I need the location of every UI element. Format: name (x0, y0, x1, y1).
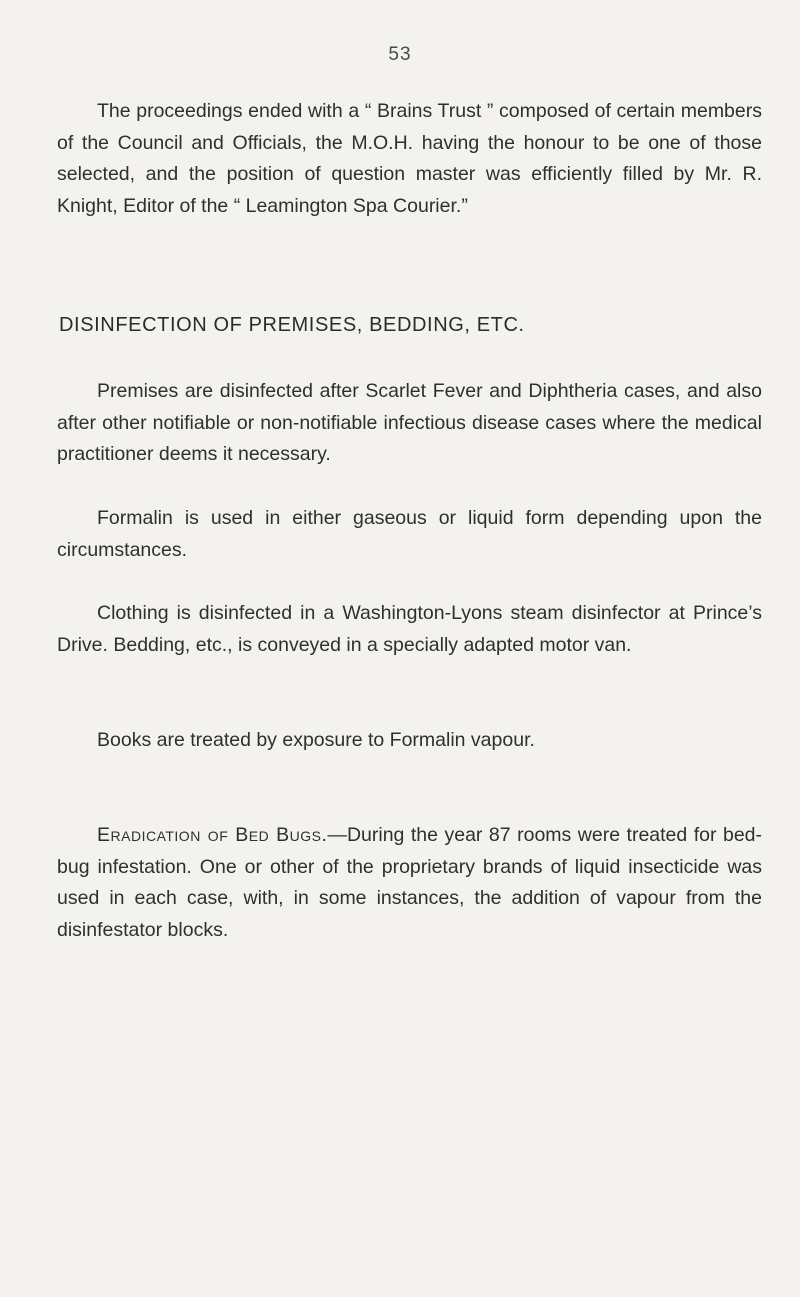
bed-bugs-text: —During the year 87 rooms were treated for bed-bug infestation. One or other of the proprietary brands of liquid insecticide was used in each case, with, in some instances, the addition of vapour from the disinfestator blocks. (57, 824, 763, 941)
disinfection-para-4-block (57, 725, 762, 757)
intro-block (57, 96, 762, 222)
disinfection-para-2-block (57, 503, 762, 566)
disinfection-paragraph: Books are treated by exposure to Formalin vapour. (97, 729, 535, 751)
disinfection-para-1-block (57, 376, 762, 471)
disinfection-para-3-block (57, 598, 762, 661)
intro-paragraph: The proceedings ended with a “ Brains Trust ” composed of certain members of the Council and Officials, the M.O.H. having the honour to be one of those selected, and the position of question master was efficiently filled by Mr. R. Knight, Editor of the “ Leamington Spa Courier.” (57, 100, 762, 217)
disinfection-paragraph: Premises are disinfected after Scarlet Fever and Diphtheria cases, and also after other notifiable or non-notifiable infectious disease cases where the medical practitioner deems it necessary. (57, 380, 762, 465)
bed-bugs-run-in-heading: Eradication of Bed Bugs. (97, 824, 328, 846)
disinfection-paragraph: Formalin is used in either gaseous or liquid form depending upon the circumstances. (57, 507, 762, 561)
bed-bugs-paragraph (57, 820, 762, 946)
disinfection-paragraph: Clothing is disinfected in a Washington-Lyons steam disinfector at Prince’s Drive. Bedding, etc., is conveyed in a specially adapted motor van. (57, 602, 762, 656)
bed-bugs-block (57, 820, 762, 946)
section-heading: DISINFECTION OF PREMISES, BEDDING, ETC. (59, 314, 525, 336)
page-number: 53 (388, 44, 412, 65)
